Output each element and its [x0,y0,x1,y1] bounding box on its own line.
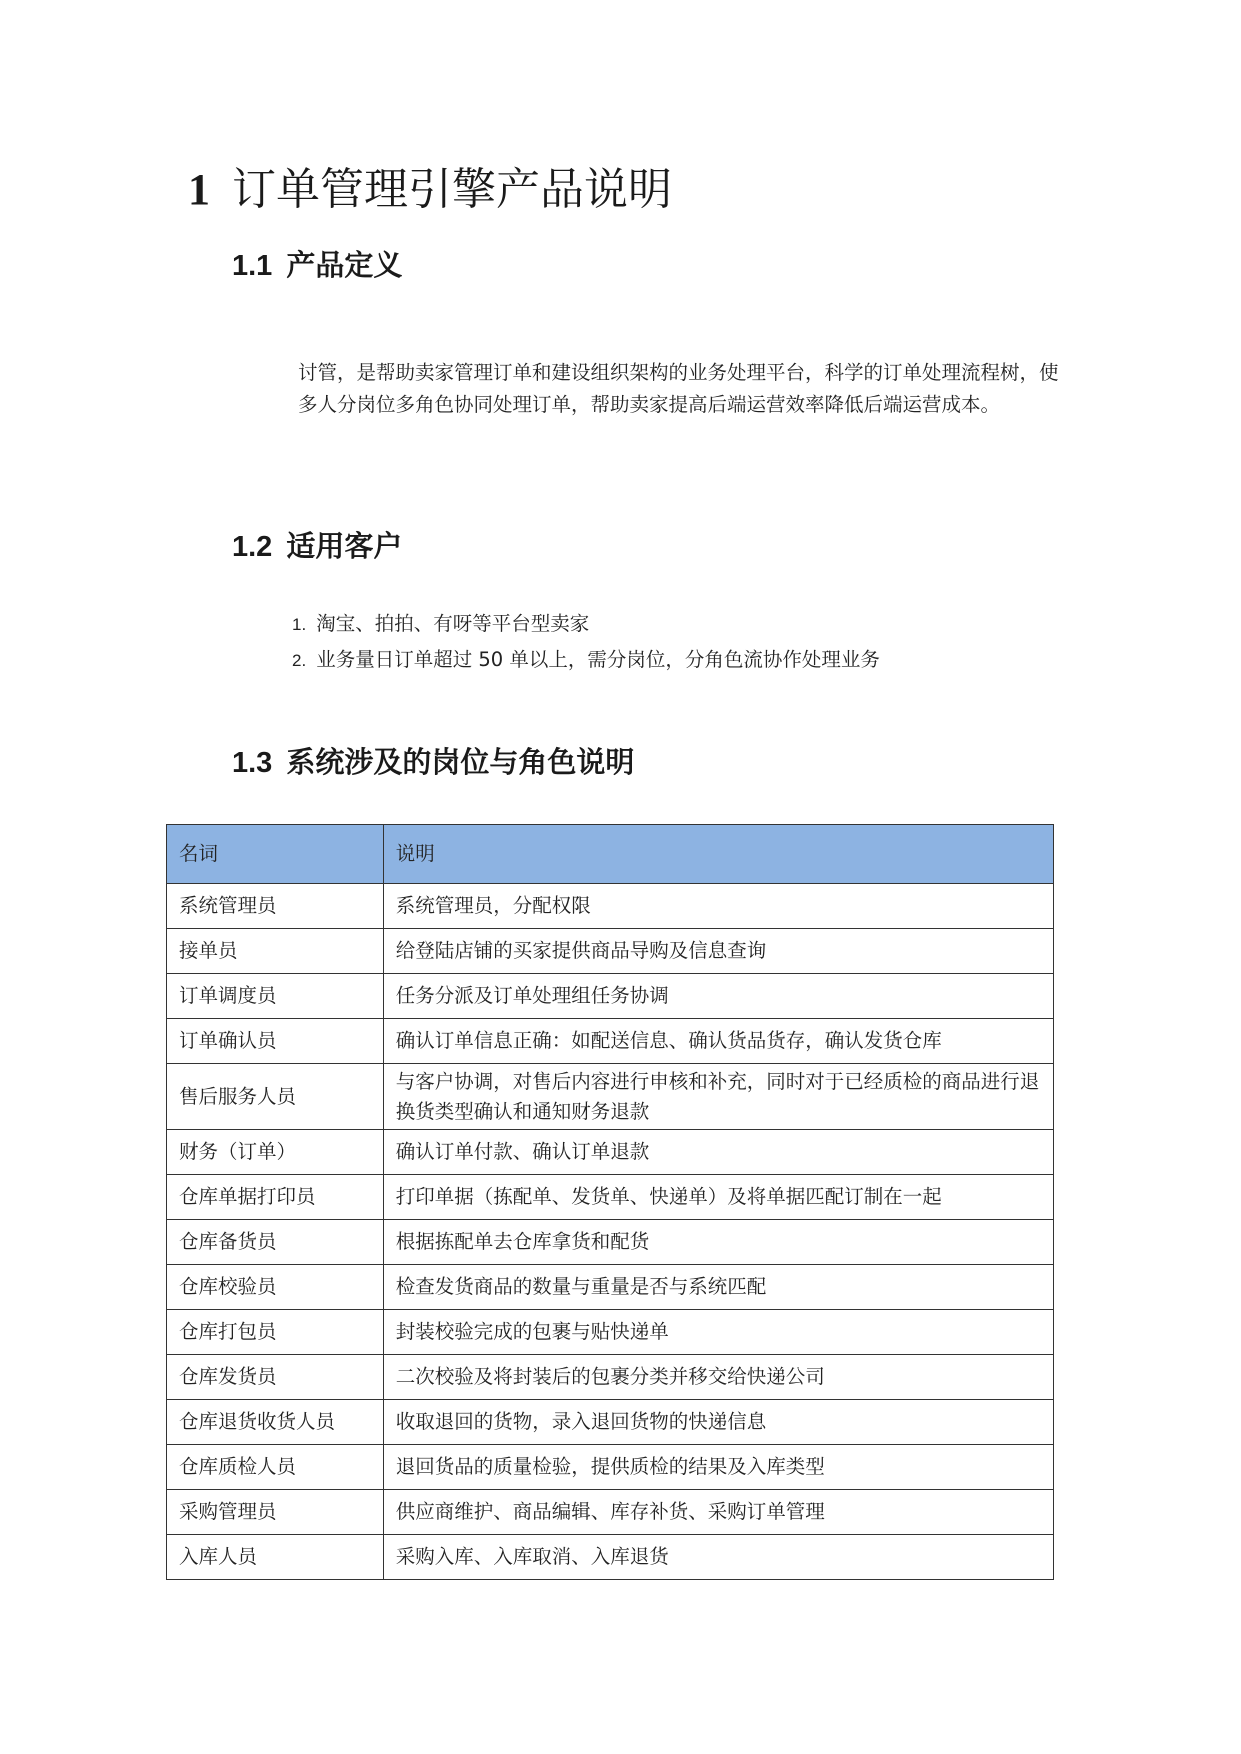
customer-list [292,606,880,678]
table-header-row [167,825,1054,884]
role-name: 订单确认员 [167,1019,384,1064]
table-row [167,1265,1054,1310]
list-index: 1. [292,615,307,634]
role-description: 系统管理员，分配权限 [383,884,1053,929]
table-row [167,1310,1054,1355]
section-heading-target-customers [232,526,402,567]
list-item [292,642,880,678]
section-number: 1.2 [232,531,273,563]
role-description: 与客户协调，对售后内容进行申核和补充，同时对于已经质检的商品进行退换货类型确认和通知财务退款 [383,1064,1053,1130]
table-row [167,1400,1054,1445]
heading-text: 订单管理引擎产品说明 [232,164,672,215]
list-text: 淘宝、拍拍、有呀等平台型卖家 [316,612,590,635]
table-row [167,1175,1054,1220]
section-number: 1.3 [232,747,273,779]
role-name: 仓库质检人员 [167,1445,384,1490]
role-name: 仓库退货收货人员 [167,1400,384,1445]
table-row [167,1130,1054,1175]
section-title: 适用客户 [286,529,403,563]
table-row [167,884,1054,929]
section-heading-roles [232,742,634,783]
table-row [167,1220,1054,1265]
role-description: 确认订单信息正确：如配送信息、确认货品货存，确认发货仓库 [383,1019,1053,1064]
header-term: 名词 [167,825,384,884]
section-heading-product-definition [232,245,402,286]
role-name: 财务（订单） [167,1130,384,1175]
role-name: 仓库单据打印员 [167,1175,384,1220]
role-description: 退回货品的质量检验，提供质检的结果及入库类型 [383,1445,1053,1490]
heading-number: 1 [188,165,210,214]
role-description: 根据拣配单去仓库拿货和配货 [383,1220,1053,1265]
role-name: 入库人员 [167,1535,384,1580]
role-description: 收取退回的货物，录入退回货物的快递信息 [383,1400,1053,1445]
role-name: 接单员 [167,929,384,974]
role-description: 打印单据（拣配单、发货单、快递单）及将单据匹配订制在一起 [383,1175,1053,1220]
section-title: 系统涉及的岗位与角色说明 [286,745,635,779]
section-title: 产品定义 [286,248,403,282]
list-item [292,606,880,642]
role-name: 采购管理员 [167,1490,384,1535]
table-row [167,1535,1054,1580]
role-description: 任务分派及订单处理组任务协调 [383,974,1053,1019]
header-description: 说明 [383,825,1053,884]
list-text: 业务量日订单超过 50 单以上，需分岗位，分角色流协作处理业务 [316,648,880,671]
table-row [167,1355,1054,1400]
role-name: 仓库校验员 [167,1265,384,1310]
table-row [167,1064,1054,1130]
role-description: 采购入库、入库取消、入库退货 [383,1535,1053,1580]
role-description: 检查发货商品的数量与重量是否与系统匹配 [383,1265,1053,1310]
role-name: 系统管理员 [167,884,384,929]
role-name: 售后服务人员 [167,1064,384,1130]
table-row [167,1490,1054,1535]
table-row [167,974,1054,1019]
table-row [167,929,1054,974]
product-definition-paragraph: 讨管，是帮助卖家管理订单和建设组织架构的业务处理平台，科学的订单处理流程树，使多人分岗位多角色协同处理订单，帮助卖家提高后端运营效率降低后端运营成本。 [298,361,1059,416]
section-number: 1.1 [232,250,273,282]
table-row [167,1445,1054,1490]
list-index: 2. [292,651,307,670]
role-description: 封装校验完成的包裹与贴快递单 [383,1310,1053,1355]
roles-table [166,824,1054,1580]
role-description: 给登陆店铺的买家提供商品导购及信息查询 [383,929,1053,974]
role-description: 二次校验及将封装后的包裹分类并移交给快递公司 [383,1355,1053,1400]
page-title [188,160,672,220]
role-name: 仓库备货员 [167,1220,384,1265]
table-row [167,1019,1054,1064]
role-name: 订单调度员 [167,974,384,1019]
role-description: 确认订单付款、确认订单退款 [383,1130,1053,1175]
role-description: 供应商维护、商品编辑、库存补货、采购订单管理 [383,1490,1053,1535]
role-name: 仓库打包员 [167,1310,384,1355]
role-name: 仓库发货员 [167,1355,384,1400]
